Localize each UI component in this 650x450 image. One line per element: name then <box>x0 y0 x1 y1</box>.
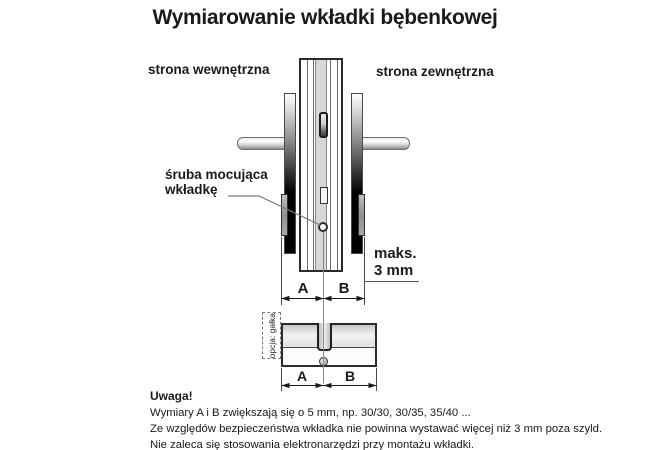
note-line: Ze względów bezpieczeństwa wkładka nie powinna wystawać więcej niż 3 mm poza szyld. <box>150 423 603 435</box>
dimension-b-label: B <box>338 280 350 297</box>
fixing-screw-label <box>165 167 268 197</box>
door-layer-line <box>337 60 338 270</box>
profile-dimension-a-label: A <box>296 368 308 384</box>
max-protrusion-label <box>374 245 417 279</box>
fixing-screw-label-line1: śruba mocująca <box>165 167 268 182</box>
spindle-rod-right <box>362 137 410 150</box>
note-heading: Uwaga! <box>150 389 193 403</box>
knob-option-label: opcja: gałka <box>266 312 277 359</box>
arrowhead <box>316 296 324 302</box>
note-block <box>150 389 610 450</box>
inner-side-label: strona wewnętrzna <box>148 62 270 77</box>
arrowhead <box>369 383 377 388</box>
note-line: Wymiary A i B zwiększają się o 5 mm, np. 30/30, 30/35, 35/40 ... <box>150 407 471 419</box>
keyway-slot <box>320 187 328 204</box>
door-layer-line <box>330 60 331 270</box>
fixing-screw-label-line2: wkładkę <box>165 182 218 197</box>
fixing-screw <box>318 222 328 232</box>
cylinder-strip <box>315 60 327 270</box>
arrowhead <box>316 383 324 388</box>
spindle-rod-left <box>237 137 285 150</box>
arrowhead <box>324 383 332 388</box>
arrowhead <box>357 296 365 302</box>
page-title: Wymiarowanie wkładki bębenkowej <box>152 6 498 29</box>
cam-slot <box>319 112 328 138</box>
arrowhead <box>282 296 290 302</box>
cylinder-cam-notch <box>317 323 332 351</box>
max-protrusion-label-line1: maks. <box>374 245 417 262</box>
note-line: Nie zaleca się stosowania elektronarzędzi przy montażu wkładki. <box>150 439 474 450</box>
profile-dimension-b-label: B <box>344 368 356 384</box>
dimension-a-label: A <box>297 280 309 297</box>
knob-option-box <box>262 312 281 359</box>
cylinder-end-left <box>281 194 288 236</box>
cylinder-screw-hole <box>319 357 328 366</box>
cylinder-end-right <box>358 194 365 236</box>
arrowhead <box>324 296 332 302</box>
arrowhead <box>282 383 290 388</box>
max-protrusion-label-line2: 3 mm <box>374 262 414 279</box>
door-cross-section <box>299 58 343 272</box>
door-layer-line <box>307 60 308 270</box>
door-layer-line <box>313 60 314 270</box>
outer-side-label: strona zewnętrzna <box>376 64 494 79</box>
